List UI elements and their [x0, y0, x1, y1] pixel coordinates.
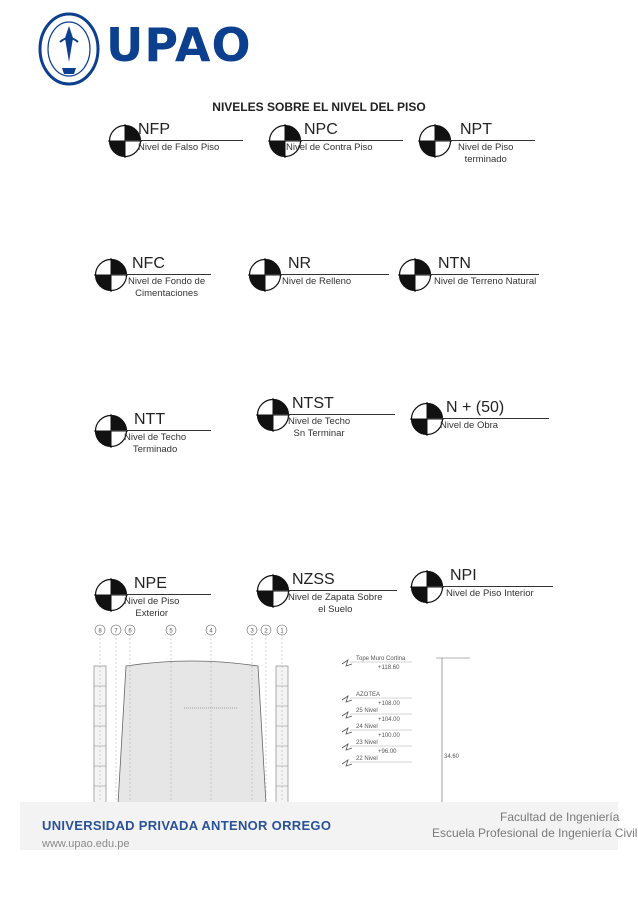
university-seal-logo — [38, 12, 100, 86]
level-code: NPI — [450, 567, 477, 584]
level-code: NFP — [138, 121, 170, 138]
axis-label: 8 — [98, 628, 102, 635]
axis-label: 1 — [280, 628, 284, 635]
level-code: NTT — [134, 411, 166, 428]
axis-label: 6 — [128, 628, 132, 635]
level-name: 23 Nivel — [356, 740, 378, 746]
axis-bubble — [247, 625, 257, 635]
level-marker — [108, 121, 288, 184]
level-line — [285, 140, 403, 141]
level-description: Nivel de Piso Interior — [446, 588, 534, 599]
level-name: 25 Nivel — [356, 708, 378, 714]
level-description: Nivel de Techo Terminado — [124, 432, 187, 455]
level-line — [435, 140, 535, 141]
level-description: Nivel de Terreno Natural — [434, 276, 537, 287]
level-code: NR — [288, 255, 312, 272]
level-code: N + (50) — [446, 399, 505, 416]
footer-url: www.upao.edu.pe — [42, 838, 130, 850]
level-name: 24 Nivel — [356, 724, 378, 730]
level-symbol-icon — [256, 574, 290, 608]
level-annotation — [342, 708, 412, 723]
level-description: Nivel de Relleno — [282, 276, 352, 287]
axis-label: 7 — [114, 628, 118, 635]
level-line — [427, 586, 553, 587]
level-symbol-icon — [94, 578, 128, 612]
footer-school: Escuela Profesional de Ingeniería Civil — [432, 826, 638, 840]
level-line — [111, 430, 211, 431]
level-symbol-icon — [398, 258, 432, 292]
level-symbol-icon — [94, 414, 128, 448]
level-value: +118.60 — [378, 665, 400, 671]
level-code: NPC — [304, 121, 338, 138]
level-symbol-icon — [418, 124, 452, 158]
axis-bubble — [206, 625, 216, 635]
level-description: Nivel de Falso Piso — [138, 142, 220, 153]
level-marker — [418, 121, 598, 184]
level-code: NTN — [438, 255, 471, 272]
level-code: NPE — [134, 575, 167, 592]
upao-logo-text: UPAO — [106, 18, 252, 72]
level-description: Nivel de Contra Piso — [286, 142, 373, 153]
axis-label: 2 — [264, 628, 268, 635]
level-description: Nivel de Techo Sn Terminar — [288, 416, 351, 439]
level-value: +108.00 — [378, 701, 400, 707]
level-name: Tope Muro Cortina — [356, 656, 406, 662]
level-line — [125, 140, 243, 141]
level-line — [265, 274, 389, 275]
level-description: Nivel de Piso terminado — [458, 142, 514, 165]
axis-label: 5 — [169, 628, 173, 635]
level-description: Nivel de Fondo de Cimentaciones — [128, 276, 206, 299]
level-code: NFC — [132, 255, 165, 272]
level-description: Nivel de Zapata Sobre el Suelo — [288, 592, 383, 615]
level-description: Nivel de Obra — [440, 420, 499, 431]
axis-bubble — [111, 625, 121, 635]
level-line — [273, 414, 395, 415]
axis-bubble — [166, 625, 176, 635]
level-code: NPT — [460, 121, 492, 138]
page-heading: NIVELES SOBRE EL NIVEL DEL PISO — [212, 100, 426, 114]
axis-label: 4 — [209, 628, 213, 635]
level-symbol-icon — [94, 258, 128, 292]
axis-bubble — [261, 625, 271, 635]
level-marker — [410, 567, 590, 630]
level-name: 22 Nivel — [356, 756, 378, 762]
level-value: +100.00 — [378, 733, 400, 739]
level-annotation — [342, 740, 412, 755]
level-marker — [256, 395, 436, 458]
footer-university: UNIVERSIDAD PRIVADA ANTENOR ORREGO — [42, 818, 332, 833]
dimension-label: 34.60 — [444, 754, 460, 760]
level-symbol-icon — [410, 402, 444, 436]
level-marker — [94, 255, 274, 318]
level-name: AZOTEA — [356, 692, 381, 698]
level-symbol-icon — [248, 258, 282, 292]
axis-bubble — [277, 625, 287, 635]
level-symbol-icon — [256, 398, 290, 432]
level-annotation — [342, 656, 412, 671]
axis-bubble — [95, 625, 105, 635]
level-annotations — [336, 650, 476, 804]
level-code: NTST — [292, 395, 334, 412]
level-annotation — [342, 692, 412, 707]
level-marker — [94, 411, 274, 474]
level-line — [273, 590, 397, 591]
level-description: Nivel de Piso Exterior — [124, 596, 180, 619]
level-line — [415, 274, 539, 275]
level-line — [111, 594, 211, 595]
axis-bubble — [125, 625, 135, 635]
level-value: +104.00 — [378, 717, 400, 723]
footer-faculty: Facultad de Ingeniería — [500, 810, 620, 824]
level-marker — [410, 399, 590, 462]
level-symbol-icon — [410, 570, 444, 604]
level-annotation — [342, 724, 412, 739]
level-value: +96.00 — [378, 749, 397, 755]
level-code: NZSS — [292, 571, 335, 588]
level-line — [111, 274, 211, 275]
level-line — [427, 418, 549, 419]
axis-label: 3 — [250, 628, 254, 635]
level-symbol-icon — [108, 124, 142, 158]
level-annotation — [342, 756, 412, 766]
level-marker — [398, 255, 578, 318]
